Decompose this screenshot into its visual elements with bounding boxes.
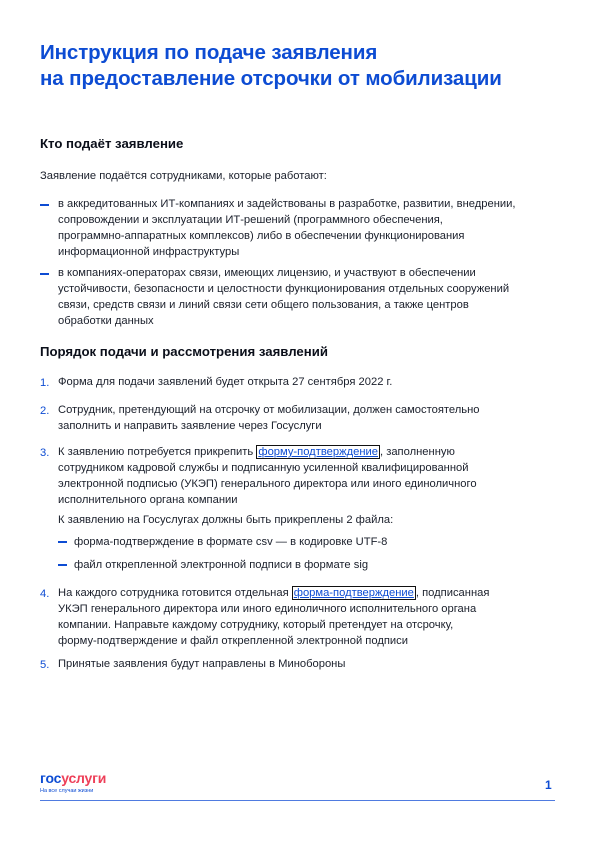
item-number: 2. xyxy=(40,405,50,417)
section-heading-procedure: Порядок подачи и рассмотрения заявлений xyxy=(40,344,328,359)
item-number: 1. xyxy=(40,377,50,389)
section-heading-who-applies: Кто подаёт заявление xyxy=(40,136,184,151)
section-intro: Заявление подаётся сотрудниками, которые работают: xyxy=(40,170,327,182)
gosuslugi-logo[interactable]: госуслуги xyxy=(40,770,107,786)
bullet-dash xyxy=(40,204,49,206)
procedure-item-3: К заявлению потребуется прикрепить форму-подтверждение , заполненную сотрудником кадровой службы и подписанную усиленной квалифицированной электронной подписью (УКЭП) генерального директора или иного единоличного исполнительного органа компании xyxy=(58,446,477,506)
item-number: 5. xyxy=(40,659,50,671)
procedure-item-5: Принятые заявления будут направлены в Минобороны xyxy=(58,658,346,670)
footer-divider xyxy=(40,800,555,801)
confirmation-form-link[interactable]: форму-подтверждение xyxy=(258,446,378,458)
bullet-it-companies: в аккредитованных ИТ-компаниях и задействованы в разработке, развитии, внедрении, сопровождении и эксплуатации ИТ-решений (программного обеспечения, программно-аппаратных комплексов) либо в обеспечении функционирования информационной инфраструктуры xyxy=(58,198,516,258)
procedure-item-1: Форма для подачи заявлений будет открыта 27 сентября 2022 г. xyxy=(58,376,393,388)
file-csv: форма-подтверждение в формате csv — в кодировке UTF-8 xyxy=(74,536,388,548)
procedure-item-2: Сотрудник, претендующий на отсрочку от мобилизации, должен самостоятельно заполнить и направить заявление через Госуслуги xyxy=(58,404,480,432)
procedure-item-4: На каждого сотрудника готовится отдельная форма-подтверждение , подписанная УКЭП генерального директора или иного единоличного исполнительного органа компании. Направьте каждому сотруднику, который претендует на отсрочку, форму-подтверждение и файл открепленной электронной подписи xyxy=(58,587,490,647)
item-number: 3. xyxy=(40,447,50,459)
page-number: 1 xyxy=(545,778,552,792)
bullet-telecom-operators: в компаниях-операторах связи, имеющих лицензию, и участвуют в обеспечении устойчивости, безопасности и целостности функционирования отдельных сооружений связи, средств связи и линий связи сети общего пользования, а также центров обработки данных xyxy=(58,267,510,327)
confirmation-form-link[interactable]: форма-подтверждение xyxy=(293,587,414,599)
logo-tagline: На все случаи жизни xyxy=(40,788,94,794)
file-sig: файл открепленной электронной подписи в формате sig xyxy=(74,559,369,571)
files-intro: К заявлению на Госуслугах должны быть прикреплены 2 файла: xyxy=(58,514,394,526)
bullet-dash xyxy=(58,564,67,566)
bullet-dash xyxy=(58,541,67,543)
title-line-1: Инструкция по подаче заявления xyxy=(40,41,378,64)
item-number: 4. xyxy=(40,588,50,600)
bullet-dash xyxy=(40,273,49,275)
document-title xyxy=(40,40,560,92)
title-line-2: на предоставление отсрочки от мобилизации xyxy=(40,67,502,90)
